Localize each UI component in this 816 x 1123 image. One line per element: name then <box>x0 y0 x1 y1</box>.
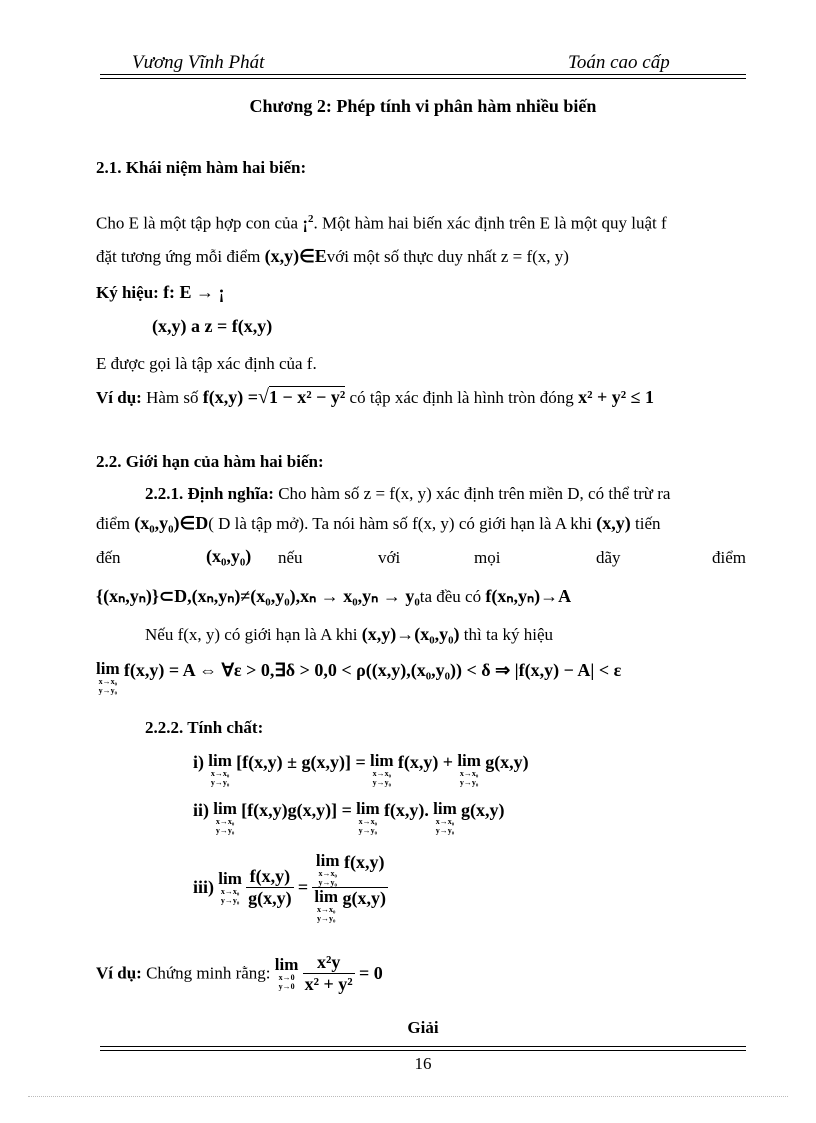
notation-line <box>96 282 225 303</box>
text: ( D là tập mở). Ta nói hàm số f(x, y) có giới hạn là A khi <box>208 514 593 533</box>
lim-sub: y→y₀ <box>358 826 378 835</box>
lim-sub: y→y₀ <box>220 896 240 905</box>
lim-operator <box>370 752 394 787</box>
superscript: 2 <box>308 213 314 225</box>
math: g(x,y) <box>485 752 529 772</box>
lim-operator <box>457 752 481 787</box>
lim-word: lim <box>218 869 242 888</box>
math: f(x,y) + <box>397 752 454 772</box>
def-word-voi: với <box>378 548 401 567</box>
math: f(x,y). <box>383 800 429 820</box>
lim-sub: x→x₀ <box>435 817 455 826</box>
header-rule-2 <box>100 78 746 79</box>
lim-sub: x→x₀ <box>210 769 230 778</box>
fraction-left <box>246 866 294 909</box>
text: ta đều có <box>419 587 482 606</box>
math: [f(x,y)g(x,y)] = <box>241 800 352 820</box>
header-subject: Toán cao cấp <box>568 52 670 73</box>
paragraph-line-1 <box>96 213 667 234</box>
def-word-neu: nếu <box>278 548 303 567</box>
header-rule <box>100 74 746 75</box>
lim-sub: x→x₀ <box>459 769 479 778</box>
lim-operator <box>213 800 237 835</box>
def-word-den: đến <box>96 548 121 567</box>
properties-heading: 2.2.2. Tính chất: <box>145 718 264 737</box>
math-xy: (x,y) <box>596 513 631 533</box>
limit-definition-formula <box>96 660 621 695</box>
example-label: Ví dụ: <box>96 388 142 407</box>
lim-sub: x→x₀ <box>220 887 240 896</box>
lim-sub: x→x₀ <box>358 817 378 826</box>
lim-sub: x→x₀ <box>316 905 336 914</box>
lim-word: lim <box>369 751 394 770</box>
real-set-symbol: ¡ <box>302 213 309 233</box>
lim-sub: y→y₀ <box>435 826 455 835</box>
domain-set: x² + y² ≤ 1 <box>578 387 654 407</box>
chapter-title: Chương 2: Phép tính vi phân hàm nhiều biến <box>249 96 597 116</box>
lim-operator <box>96 660 120 695</box>
lim-operator <box>316 852 340 887</box>
definition-line-1 <box>145 484 670 504</box>
numerator <box>312 852 388 888</box>
example-fraction <box>303 952 355 995</box>
mapping-formula: (x,y) a z = f(x,y) <box>152 316 273 336</box>
lim-word: lim <box>314 887 338 906</box>
denominator: x² + y² <box>304 974 353 994</box>
text: đặt tương ứng mỗi điểm <box>96 247 261 266</box>
definition-line-2 <box>96 513 661 534</box>
header-author: Vương Vĩnh Phát <box>132 52 265 73</box>
definition-heading: 2.2.1. Định nghĩa: <box>145 484 274 503</box>
section-heading-2-1: 2.1. Khái niệm hàm hai biến: <box>96 158 307 177</box>
lim-sub: y→0 <box>278 982 295 991</box>
lim-operator <box>433 800 457 835</box>
lim-operator <box>314 888 338 923</box>
footer-rule <box>100 1046 746 1047</box>
numerator: x²y <box>303 952 355 974</box>
lim-word: lim <box>457 751 481 770</box>
lim-operator <box>208 752 232 787</box>
text: . Một hàm hai biến xác định trên E là một quy luật f <box>313 213 667 233</box>
lim-sub: y→y₀ <box>459 778 479 787</box>
lim-sub: y→y₀ <box>372 778 391 787</box>
math-point: (x₀,y₀)∈D <box>134 513 209 533</box>
convergence-math: f(xₙ,yₙ)→A <box>485 586 572 606</box>
radicand: 1 − x² − y² <box>268 387 346 407</box>
example-prove-line <box>96 952 383 995</box>
lim-sub: y→y₀ <box>210 778 230 787</box>
footer-rule-2 <box>100 1050 746 1051</box>
math: f(x,y) <box>343 852 385 872</box>
text: tiến <box>635 514 661 533</box>
text: Chứng minh rằng: <box>146 963 271 983</box>
sequence-math: {(xₙ,yₙ)}⊂D,(xₙ,yₙ)≠(x₀,y₀),xₙ → x₀,yₙ → y₀ <box>96 586 420 606</box>
denominator: g(x,y) <box>248 888 292 908</box>
label: ii) <box>193 800 209 820</box>
def-word-day: dãy <box>596 548 621 567</box>
lim-word: lim <box>433 799 457 818</box>
property-iii <box>193 852 388 923</box>
notation-math: f: E → ¡ <box>163 282 225 302</box>
lim-word: lim <box>208 751 232 770</box>
lim-word: lim <box>356 799 380 818</box>
math: [f(x,y) ± g(x,y)] = <box>236 752 366 772</box>
lim-word: lim <box>96 659 120 678</box>
lim-sub: y→y₀ <box>318 878 337 887</box>
fraction-right <box>312 852 388 923</box>
label: iii) <box>193 877 214 897</box>
paragraph-line-2 <box>96 246 569 267</box>
section-heading-2-2: 2.2. Giới hạn của hàm hai biến: <box>96 452 324 471</box>
property-ii <box>193 800 505 835</box>
limit-approach: (x,y)→(x₀,y₀) <box>361 624 460 644</box>
property-i <box>193 752 529 787</box>
solution-heading: Giải <box>407 1018 439 1037</box>
definition-line-4 <box>96 586 571 607</box>
result: = 0 <box>358 963 383 983</box>
page-number: 16 <box>414 1054 432 1073</box>
lim-sub: x→x₀ <box>98 677 117 686</box>
math-x0y0: (x₀,y₀) <box>206 546 252 566</box>
math: g(x,y) <box>342 888 386 908</box>
lim-sub: y→y₀ <box>316 914 336 923</box>
lim-sub: y→y₀ <box>98 686 117 695</box>
lim-operator <box>275 956 299 991</box>
text: Nếu f(x, y) có giới hạn là A khi <box>145 625 358 644</box>
denominator <box>312 888 388 923</box>
math-point-in-E: (x,y)∈E <box>264 246 327 266</box>
text: điểm <box>96 514 130 533</box>
bottom-dotted-line <box>28 1096 788 1097</box>
notation-label: Ký hiệu: <box>96 283 159 302</box>
math: g(x,y) <box>461 800 505 820</box>
numerator: f(x,y) <box>246 866 294 888</box>
text: với một số thực duy nhất z = f(x, y) <box>326 247 569 266</box>
lim-sub: x→x₀ <box>215 817 235 826</box>
text: có tập xác định là hình tròn đóng <box>349 388 574 407</box>
domain-sentence: E được gọi là tập xác định của f. <box>96 354 317 373</box>
text: Cho E là một tập hợp con của <box>96 213 299 233</box>
lim-word: lim <box>213 799 237 818</box>
definition-line-5 <box>145 624 553 645</box>
function-name: f(x,y) = <box>202 387 258 407</box>
lim-sub: x→x₀ <box>372 769 391 778</box>
text: thì ta ký hiệu <box>463 625 553 644</box>
lim-operator <box>356 800 380 835</box>
text: Hàm số <box>146 388 199 407</box>
lim-sub: x→0 <box>278 973 295 982</box>
example-label: Ví dụ: <box>96 963 142 983</box>
lim-sub: y→y₀ <box>215 826 235 835</box>
lim-operator <box>218 870 242 905</box>
text: Cho hàm số z = f(x, y) xác định trên miền D, có thể trừ ra <box>278 484 671 503</box>
label: i) <box>193 752 204 772</box>
sqrt-icon: √ <box>258 386 269 408</box>
lim-word: lim <box>274 955 299 974</box>
epsilon-delta: f(x,y) = A ⇔ ∀ε > 0,∃δ > 0,0 < ρ((x,y),(x₀,y₀)) < δ ⇒ |f(x,y) − A| < ε <box>123 660 622 680</box>
equals: = <box>297 877 309 897</box>
def-word-diem: điểm <box>712 548 746 567</box>
def-word-moi: mọi <box>474 548 501 567</box>
example-line <box>96 386 654 409</box>
lim-sub: x→x₀ <box>318 869 337 878</box>
lim-word: lim <box>315 851 340 870</box>
